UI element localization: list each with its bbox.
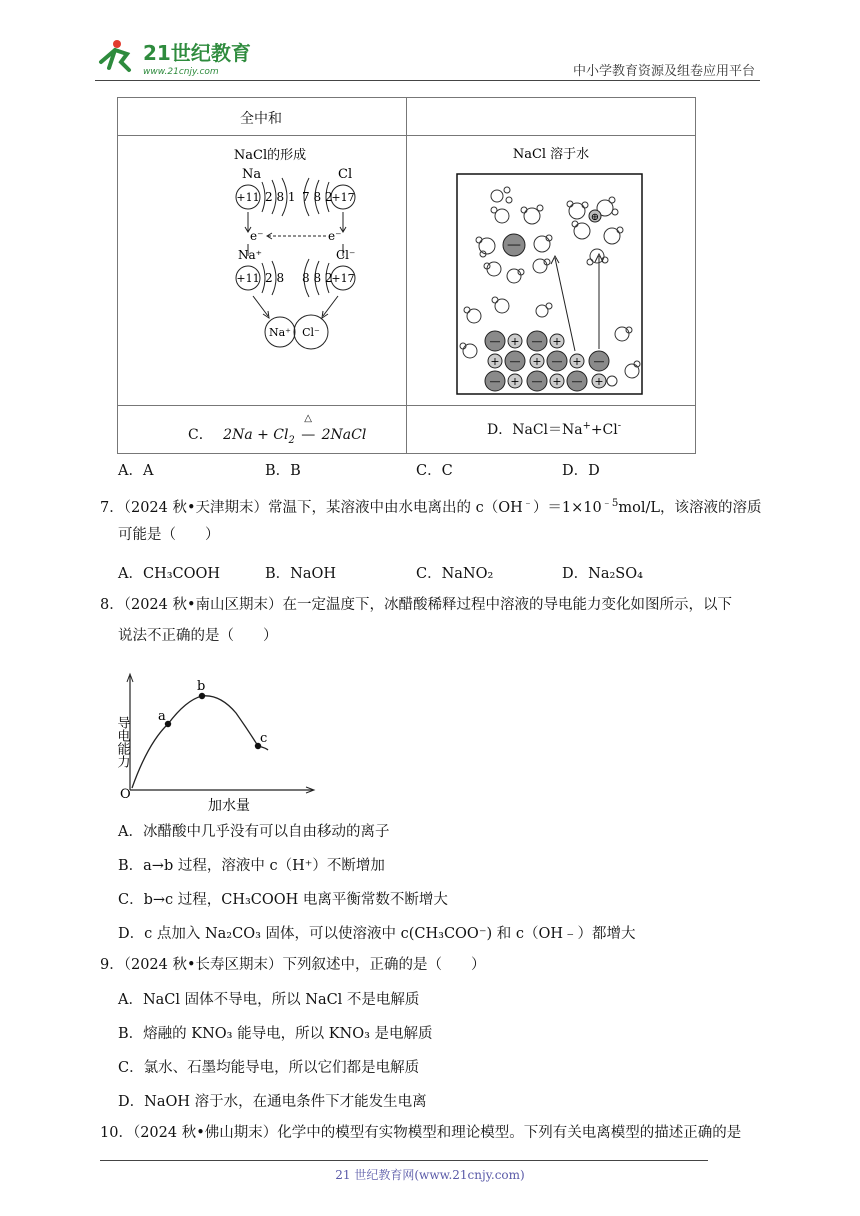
svg-text:+: + [510, 375, 520, 388]
diagram-title: NaCl的形成 [233, 148, 307, 163]
cell-nacl-dissolve [407, 136, 696, 406]
electron-left: e⁻ [250, 229, 264, 243]
svg-text:+: + [510, 335, 520, 348]
conductivity-curve [132, 696, 268, 788]
runner-logo-icon [101, 40, 129, 70]
q7-option-a[interactable]: A．CH₃COOH [118, 566, 221, 582]
nacl-dissolve-diagram [407, 136, 695, 401]
header-title: 中小学教育资源及组卷应用平台 [572, 64, 755, 79]
q8-option-c[interactable]: C．b→c 过程，CH₃COOH 电离平衡常数不断增大 [118, 892, 448, 908]
q7-option-d[interactable]: D．Na₂SO₄ [562, 566, 643, 582]
option-c-cell: C． $2Na + Cl_2$ △ — 2NaCl [118, 406, 407, 454]
q6-option-b[interactable]: B．B [265, 463, 301, 479]
header-divider [95, 80, 760, 81]
footer-divider [100, 1160, 708, 1161]
svg-text:+: + [490, 355, 500, 368]
na-ion-nucleus: +11 [236, 272, 260, 285]
svg-text:—: — [489, 335, 501, 348]
point-a-label: a [158, 709, 166, 724]
svg-text:—: — [531, 335, 543, 348]
q9-option-a[interactable]: A．NaCl 固体不导电，所以 NaCl 不是电解质 [118, 992, 420, 1008]
q6-option-c[interactable]: C．C [416, 463, 453, 479]
svg-text:—: — [509, 355, 521, 368]
cl-product: Cl⁻ [302, 326, 320, 339]
q8-option-b[interactable]: B．a→b 过程，溶液中 c（H⁺）不断增加 [118, 858, 385, 874]
cell-top-right [407, 98, 696, 136]
na-label: Na [242, 167, 262, 182]
q9-option-c[interactable]: C．氯水、石墨均能导电，所以它们都是电解质 [118, 1060, 420, 1076]
cl-nucleus: +17 [331, 191, 355, 204]
logo [95, 38, 265, 78]
svg-text:—: — [531, 375, 543, 388]
q8-conductivity-chart [114, 668, 318, 817]
na-shells: 2 8 1 [265, 190, 296, 204]
svg-text:+: + [552, 335, 562, 348]
svg-text:—: — [593, 355, 605, 368]
logo-text: 21世纪教育 [143, 41, 251, 65]
cell-nacl-formation [118, 136, 407, 406]
svg-text:+: + [594, 375, 604, 388]
q9-option-d[interactable]: D．NaOH 溶于水，在通电条件下才能发生电离 [118, 1094, 427, 1110]
cl-ion-nucleus: +17 [331, 272, 355, 285]
na-product: Na⁺ [269, 326, 291, 339]
option-d-cell: D．NaCl＝Na++Cl- [407, 406, 696, 454]
q6-option-a[interactable]: A．A [118, 463, 154, 479]
q9-option-b[interactable]: B．熔融的 KNO₃ 能导电，所以 KNO₃ 是电解质 [118, 1026, 433, 1042]
y-axis-label: 导电能力 [114, 716, 130, 768]
svg-text:—: — [571, 375, 583, 388]
q6-options-table [117, 97, 696, 454]
q6-option-d[interactable]: D．D [562, 463, 600, 479]
svg-text:⊕: ⊕ [590, 212, 600, 223]
logo-url: www.21cnjy.com [143, 67, 219, 77]
footer-text: 21 世纪教育网(www.21cnjy.com) [335, 1168, 525, 1182]
svg-text:—: — [551, 355, 563, 368]
cl-label: Cl [338, 167, 353, 182]
x-axis-label: 加水量 [208, 798, 250, 814]
q7-stem-line2: 可能是（ ） [118, 527, 220, 543]
q7-option-c[interactable]: C．NaNO₂ [416, 566, 494, 582]
origin-label: O [120, 787, 131, 802]
q8-stem-line1: 8．（2024 秋•南山区期末）在一定温度下，冰醋酸稀释过程中溶液的导电能力变化如图所示，以下 [100, 597, 733, 613]
q7-stem-line1: 7．（2024 秋•天津期末）常温下，某溶液中由水电离出的 $c(OH^﹣)=1\times 10^{﹣5}mol/L$，该溶液的溶质 [100, 498, 762, 516]
svg-text:+: + [552, 375, 562, 388]
cell-top-left: 全中和 [118, 98, 407, 136]
nacl-formation-diagram [118, 136, 406, 401]
q8-option-a[interactable]: A．冰醋酸中几乎没有可以自由移动的离子 [118, 824, 390, 840]
na-ion-shells: 2 8 [265, 271, 285, 285]
q8-option-d[interactable]: D．c 点加入 Na₂CO₃ 固体，可以使溶液中 c(CH₃COO⁻) 和 c（OH﹣）都增大 [118, 926, 636, 942]
na-nucleus: +11 [236, 191, 260, 204]
svg-text:+: + [572, 355, 582, 368]
svg-text:+: + [532, 355, 542, 368]
q8-stem-line2: 说法不正确的是（ ） [118, 628, 278, 644]
svg-text:—: — [507, 237, 521, 253]
point-c-label: c [260, 731, 268, 746]
point-b-label: b [197, 679, 206, 694]
cl-ion-label: Cl⁻ [336, 248, 356, 262]
dissolve-title: NaCl 溶于水 [512, 147, 590, 162]
na-ion-label: Na⁺ [238, 248, 262, 262]
electron-right: e⁻ [328, 229, 342, 243]
cl-shells: 7 8 2 [302, 190, 333, 204]
svg-text:—: — [489, 375, 501, 388]
cl-ion-shells: 8 8 2 [302, 271, 333, 285]
q9-stem: 9．（2024 秋•长寿区期末）下列叙述中，正确的是（ ） [100, 957, 486, 973]
q10-stem: 10．（2024 秋•佛山期末）化学中的模型有实物模型和理论模型。下列有关电离模型的描述正确的是 [100, 1125, 742, 1141]
q7-option-b[interactable]: B．NaOH [265, 566, 337, 582]
